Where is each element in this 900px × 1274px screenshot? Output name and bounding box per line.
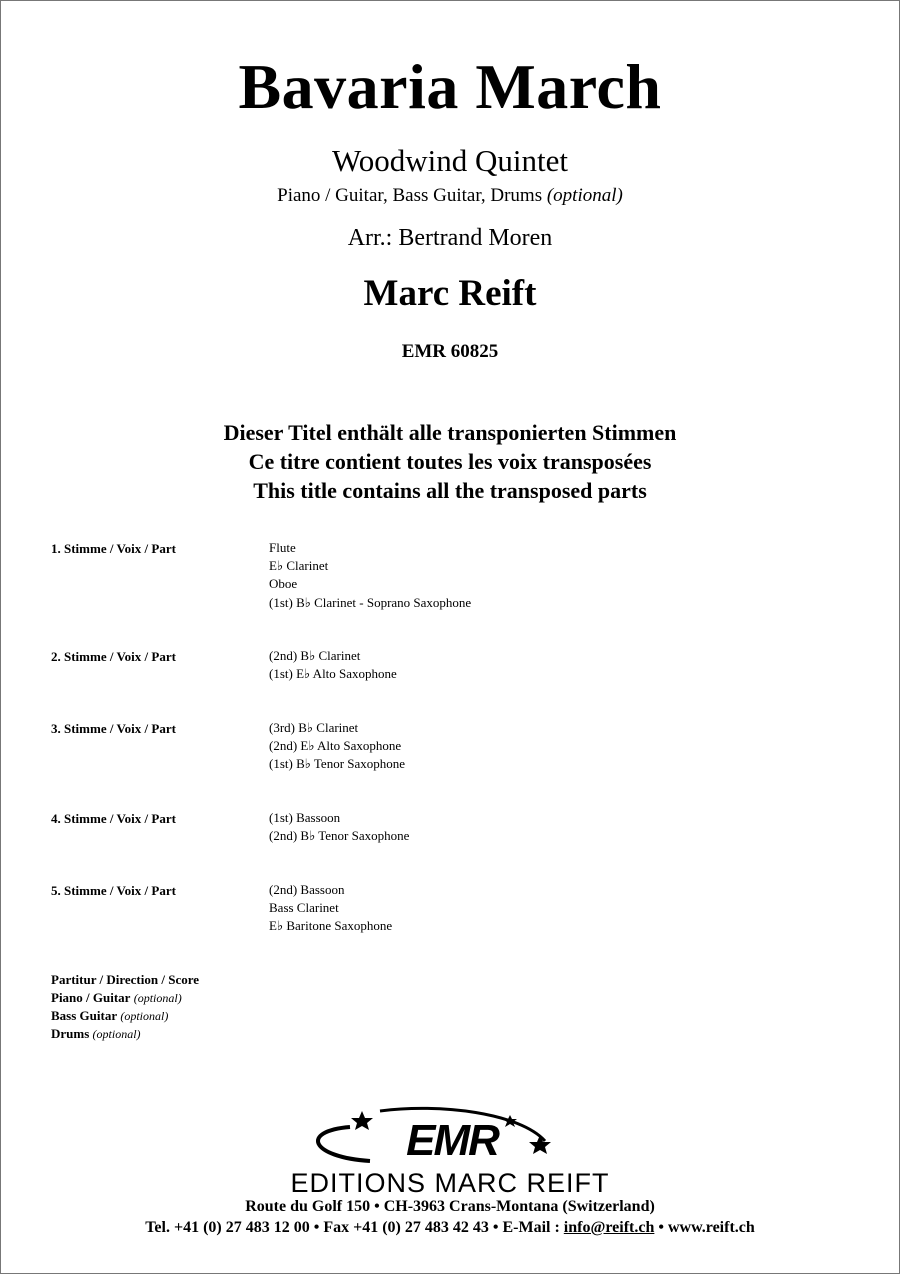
extra-label: Partitur / Direction / Score: [51, 972, 200, 987]
phone-fax: Tel. +41 (0) 27 483 12 00 • Fax +41 (0) 27 483 42 43 • E-Mail :: [145, 1219, 560, 1236]
subtitle: Woodwind Quintet: [331, 143, 568, 178]
part-instruments: [269, 719, 405, 774]
instrument-item: (1st) B♭ Tenor Saxophone: [269, 756, 406, 772]
extra-note: (optional): [120, 1009, 169, 1023]
note-english: This title contains all the transposed parts: [253, 478, 647, 503]
extra-item: [51, 971, 199, 989]
emr-logo: [300, 1105, 600, 1167]
extra-item: [51, 989, 199, 1007]
email-link[interactable]: info@reift.ch: [563, 1219, 655, 1236]
part-instruments: [269, 539, 471, 612]
instrument-item: Bass Clarinet: [269, 900, 339, 916]
extra-label: Drums: [51, 1026, 90, 1041]
instrument-item: (2nd) E♭ Alto Saxophone: [269, 738, 402, 754]
extra-note: (optional): [92, 1027, 141, 1041]
instrument-item: (1st) B♭ Clarinet - Soprano Saxophone: [269, 594, 472, 610]
extra-item: [51, 1007, 199, 1025]
extra-item: [51, 1025, 199, 1043]
instrument-item: (2nd) Bassoon: [269, 882, 345, 897]
part-label: 3. Stimme / Voix / Part: [51, 721, 176, 736]
extra-label: Bass Guitar: [51, 1008, 118, 1023]
instrument-item: E♭ Clarinet: [269, 558, 329, 574]
instrument-item: (2nd) B♭ Tenor Saxophone: [269, 828, 410, 844]
logo-text: EMR: [406, 1116, 498, 1165]
instrument-item: Oboe: [269, 576, 298, 592]
publisher-address: Route du Golf 150 • CH-3963 Crans-Montana (Switzerland): [245, 1198, 655, 1215]
instrumentation-text: Piano / Guitar, Bass Guitar, Drums: [277, 185, 543, 206]
star-icon: [351, 1111, 373, 1130]
part-label: 1. Stimme / Voix / Part: [51, 541, 176, 556]
extra-note: (optional): [133, 991, 182, 1005]
instrument-item: (3rd) B♭ Clarinet: [269, 720, 359, 735]
part-instruments: [269, 809, 409, 845]
instrumentation-optional: (optional): [546, 185, 623, 206]
part-label: 2. Stimme / Voix / Part: [51, 649, 176, 664]
part-instruments: [269, 881, 392, 936]
note-german: Dieser Titel enthält alle transponierten Stimmen: [223, 420, 677, 445]
catalog-number: EMR 60825: [401, 341, 499, 362]
star-icon: [529, 1135, 551, 1154]
part-label: 5. Stimme / Voix / Part: [51, 883, 176, 898]
instrumentation-line: [0, 185, 900, 207]
publisher-contact: [0, 1219, 900, 1237]
extra-parts-list: [51, 971, 199, 1043]
page-title: Bavaria March: [238, 51, 662, 122]
instrument-item: E♭ Baritone Saxophone: [269, 918, 393, 934]
note-french: Ce titre contient toutes les voix transposées: [248, 449, 652, 474]
instrument-item: (2nd) B♭ Clarinet: [269, 648, 361, 663]
part-instruments: [269, 647, 397, 683]
instrument-item: (1st) Bassoon: [269, 810, 341, 825]
publisher-name: EDITIONS MARC REIFT: [290, 1168, 610, 1198]
website-link[interactable]: • www.reift.ch: [658, 1219, 755, 1236]
composer: Marc Reift: [363, 273, 537, 314]
instrument-item: Flute: [269, 540, 296, 555]
extra-label: Piano / Guitar: [51, 990, 131, 1005]
part-label: 4. Stimme / Voix / Part: [51, 811, 176, 826]
instrument-item: (1st) E♭ Alto Saxophone: [269, 666, 397, 682]
arranger: Arr.: Bertrand Moren: [347, 225, 553, 251]
